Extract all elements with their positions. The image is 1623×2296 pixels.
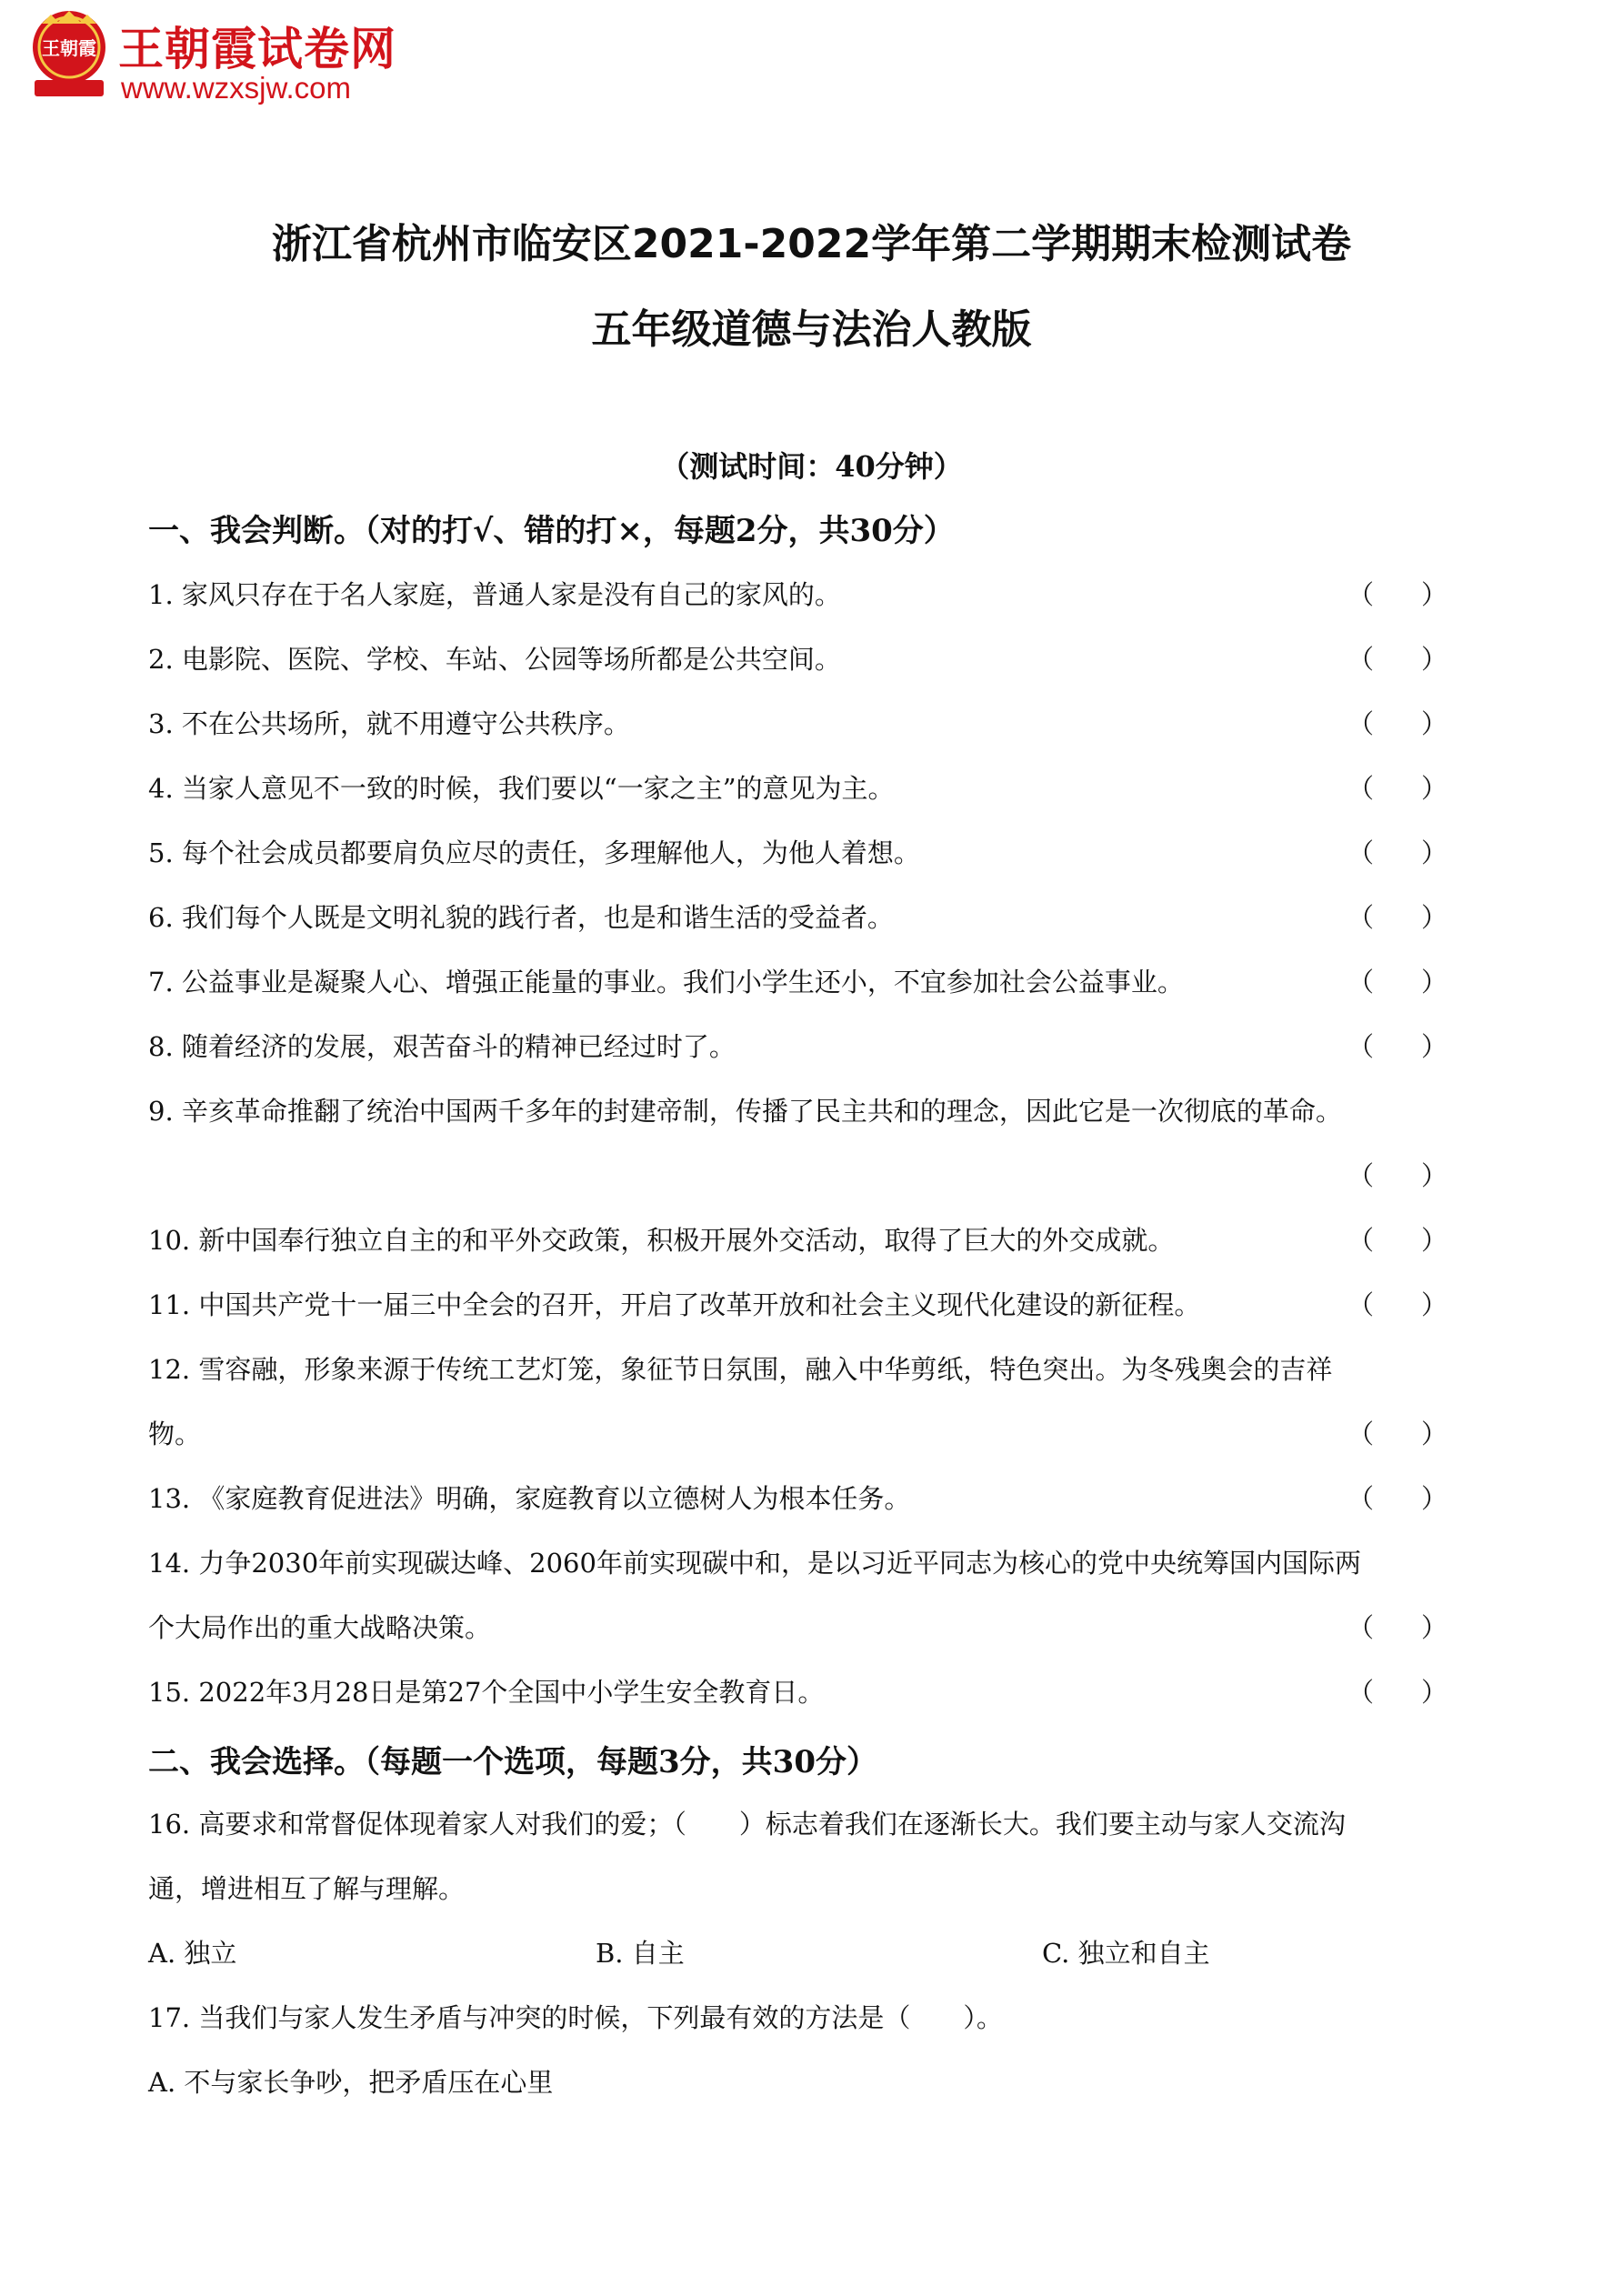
paren-right: ）: [1420, 1225, 1448, 1256]
paren-left: （: [1347, 837, 1375, 868]
question-17: 17. 当我们与家人发生矛盾与冲突的时候，下列最有效的方法是（ ）。: [148, 2002, 1003, 2033]
paren-left: （: [1347, 1677, 1375, 1708]
paren-left: （: [1347, 644, 1375, 675]
question-16-cont: 通，增进相互了解与理解。: [148, 1873, 466, 1904]
paren-left: （: [1347, 1031, 1375, 1062]
paren-left: （: [1347, 1160, 1375, 1191]
logo-name: 王朝霞试卷网: [118, 23, 396, 75]
paren-right: ）: [1420, 1612, 1448, 1643]
question-5: 5. 每个社会成员都要肩负应尽的责任，多理解他人，为他人着想。: [148, 837, 920, 868]
paren-right: ）: [1420, 1419, 1448, 1449]
exam-title: 浙江省杭州市临安区2021-2022学年第二学期期末检测试卷: [271, 221, 1352, 267]
question-7: 7. 公益事业是凝聚人心、增强正能量的事业。我们小学生还小，不宜参加社会公益事业。: [148, 967, 1184, 998]
paren-right: ）: [1420, 708, 1448, 739]
q16-option-a[interactable]: A. 独立: [148, 1938, 237, 1969]
question-8: 8. 随着经济的发展，艰苦奋斗的精神已经过时了。: [148, 1031, 736, 1062]
paren-right: ）: [1420, 1031, 1448, 1062]
paren-right: ）: [1420, 1160, 1448, 1191]
question-13: 13. 《家庭教育促进法》明确，家庭教育以立德树人为根本任务。: [148, 1483, 911, 1514]
paren-right: ）: [1420, 1483, 1448, 1514]
paren-right: ）: [1420, 967, 1448, 998]
question-1: 1. 家风只存在于名人家庭，普通人家是没有自己的家风的。: [148, 579, 841, 610]
question-9: 9. 辛亥革命推翻了统治中国两千多年的封建帝制，传播了民主共和的理念，因此它是一次彻底的革命。: [148, 1096, 1342, 1127]
question-2: 2. 电影院、医院、学校、车站、公园等场所都是公共空间。: [148, 644, 841, 675]
question-11: 11. 中国共产党十一届三中全会的召开，开启了改革开放和社会主义现代化建设的新征程。: [148, 1289, 1201, 1320]
paren-right: ）: [1420, 837, 1448, 868]
paren-right: ）: [1420, 902, 1448, 933]
paren-left: （: [1347, 1289, 1375, 1320]
question-12: 12. 雪容融，形象来源于传统工艺灯笼，象征节日氛围，融入中华剪纸，特色突出。为冬残奥会的吉祥: [148, 1354, 1333, 1385]
q16-option-c[interactable]: C. 独立和自主: [1042, 1938, 1210, 1969]
paren-left: （: [1347, 708, 1375, 739]
q16-option-b[interactable]: B. 自主: [596, 1938, 685, 1969]
logo-url[interactable]: www.wzxsjw.com: [121, 71, 352, 105]
paren-left: （: [1347, 902, 1375, 933]
test-time-note: （测试时间：40分钟）: [660, 449, 963, 484]
logo-badge-icon: [27, 7, 111, 102]
question-14: 14. 力争2030年前实现碳达峰、2060年前实现碳中和，是以习近平同志为核心的党中央统筹国内国际两: [148, 1548, 1361, 1579]
q17-option-a[interactable]: A. 不与家长争吵，把矛盾压在心里: [148, 2067, 554, 2098]
paren-left: （: [1347, 579, 1375, 610]
paren-left: （: [1347, 967, 1375, 998]
paren-left: （: [1347, 1483, 1375, 1514]
paren-left: （: [1347, 773, 1375, 804]
question-10: 10. 新中国奉行独立自主的和平外交政策，积极开展外交活动，取得了巨大的外交成就。: [148, 1225, 1175, 1256]
paren-left: （: [1347, 1225, 1375, 1256]
part1-heading: 一、我会判断。（对的打√、错的打×，每题2分，共30分）: [148, 513, 955, 549]
paren-left: （: [1347, 1419, 1375, 1449]
question-12-cont: 物。: [148, 1419, 202, 1449]
question-16: 16. 高要求和常督促体现着家人对我们的爱；（ ）标志着我们在逐渐长大。我们要主动与家人交流沟: [148, 1809, 1346, 1840]
paren-right: ）: [1420, 1677, 1448, 1708]
question-14-cont: 个大局作出的重大战略决策。: [148, 1612, 492, 1643]
paren-right: ）: [1420, 773, 1448, 804]
paren-right: ）: [1420, 644, 1448, 675]
site-logo: [27, 7, 427, 107]
question-15: 15. 2022年3月28日是第27个全国中小学生安全教育日。: [148, 1677, 825, 1708]
exam-subtitle: 五年级道德与法治人教版: [591, 306, 1032, 353]
question-4: 4. 当家人意见不一致的时候，我们要以“一家之主”的意见为主。: [148, 773, 895, 804]
question-3: 3. 不在公共场所，就不用遵守公共秩序。: [148, 708, 630, 739]
logo-badge-text: 王朝霞: [42, 37, 96, 59]
question-6: 6. 我们每个人既是文明礼貌的践行者，也是和谐生活的受益者。: [148, 902, 894, 933]
paren-left: （: [1347, 1612, 1375, 1643]
paren-right: ）: [1420, 1289, 1448, 1320]
part2-heading: 二、我会选择。（每题一个选项，每题3分，共30分）: [148, 1744, 877, 1780]
paren-right: ）: [1420, 579, 1448, 610]
